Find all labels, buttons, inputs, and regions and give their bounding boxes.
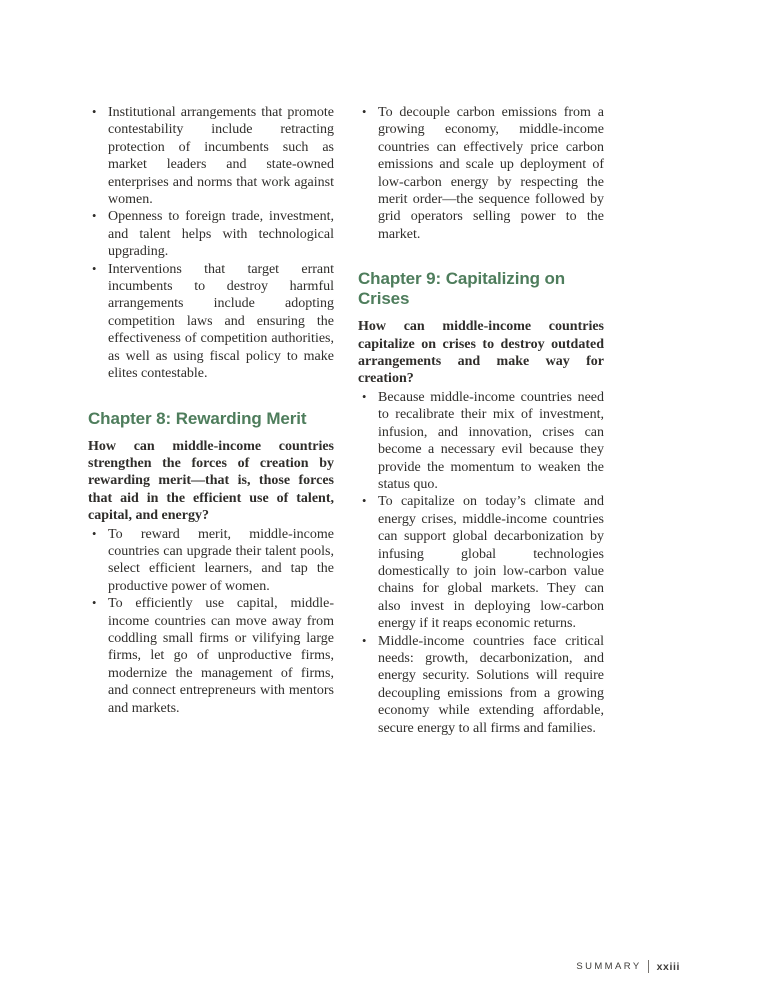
chapter-9-heading: Chapter 9: Capitalizing on Crises bbox=[358, 269, 566, 309]
bullet-item: • Because middle-income countries need to recalibrate their mix of investment, infusion, and innovation, crises can become a necessary evil because they provide the momentum to weaken the status quo. bbox=[358, 389, 604, 493]
left-intro-bullet-list bbox=[88, 104, 334, 383]
bullet-item: • Openness to foreign trade, investment, and talent helps with technological upgrading. bbox=[88, 208, 334, 260]
footer-page-number: xxiii bbox=[656, 960, 680, 973]
bullet-item: • To decouple carbon emissions from a growing economy, middle-income countries can effectively price carbon emissions and scale up deployment of low-carbon energy by respecting the merit order—the sequence followed by grid operators selling power to the market. bbox=[358, 104, 604, 243]
chapter-8-question: How can middle-income countries strengthen the forces of creation by rewarding merit—that is, those forces that aid in the efficient use of talent, capital, and energy? bbox=[88, 438, 334, 524]
right-column bbox=[358, 104, 604, 737]
left-column bbox=[88, 104, 334, 717]
bullet-item: • Interventions that target errant incumbents to destroy harmful arrangements include adopting competition laws and ensuring the effectiveness of competition authorities, as well as using fiscal policy to make elites contestable. bbox=[88, 261, 334, 383]
chapter-8-heading: Chapter 8: Rewarding Merit bbox=[88, 408, 307, 428]
right-intro-bullet-list bbox=[358, 104, 604, 243]
footer-section-label: SUMMARY bbox=[576, 961, 642, 972]
bullet-item: • Middle-income countries face critical needs: growth, decarbonization, and energy security. Solutions will require decoupling emissions from a growing economy while extending affordable, secure energy to all firms and families. bbox=[358, 633, 604, 737]
chapter-9-question: How can middle-income countries capitalize on crises to destroy outdated arrangements and make way for creation? bbox=[358, 319, 604, 387]
bullet-item: • To capitalize on today’s climate and energy crises, middle-income countries can support global decarbonization by infusing global technologies domestically to join low-carbon value chains for global markets. They can also invest in deploying low-carbon energy if it reaps economic returns. bbox=[358, 493, 604, 632]
page-footer bbox=[576, 960, 680, 973]
bullet-item: • To reward merit, middle-income countries can upgrade their talent pools, select efficient learners, and tap the productive power of women. bbox=[88, 526, 334, 596]
chapter-8-bullet-list bbox=[88, 526, 334, 717]
bullet-item: • Institutional arrangements that promote contestability include retracting protection of incumbents such as market leaders and state-owned enterprises and norms that work against women. bbox=[88, 104, 334, 208]
chapter-9-bullet-list bbox=[358, 389, 604, 737]
footer-divider bbox=[648, 960, 649, 973]
bullet-item: • To efficiently use capital, middle-income countries can move away from coddling small firms or vilifying large firms, let go of unproductive firms, modernize the management of firms, and connect entrepreneurs with mentors and markets. bbox=[88, 595, 334, 717]
